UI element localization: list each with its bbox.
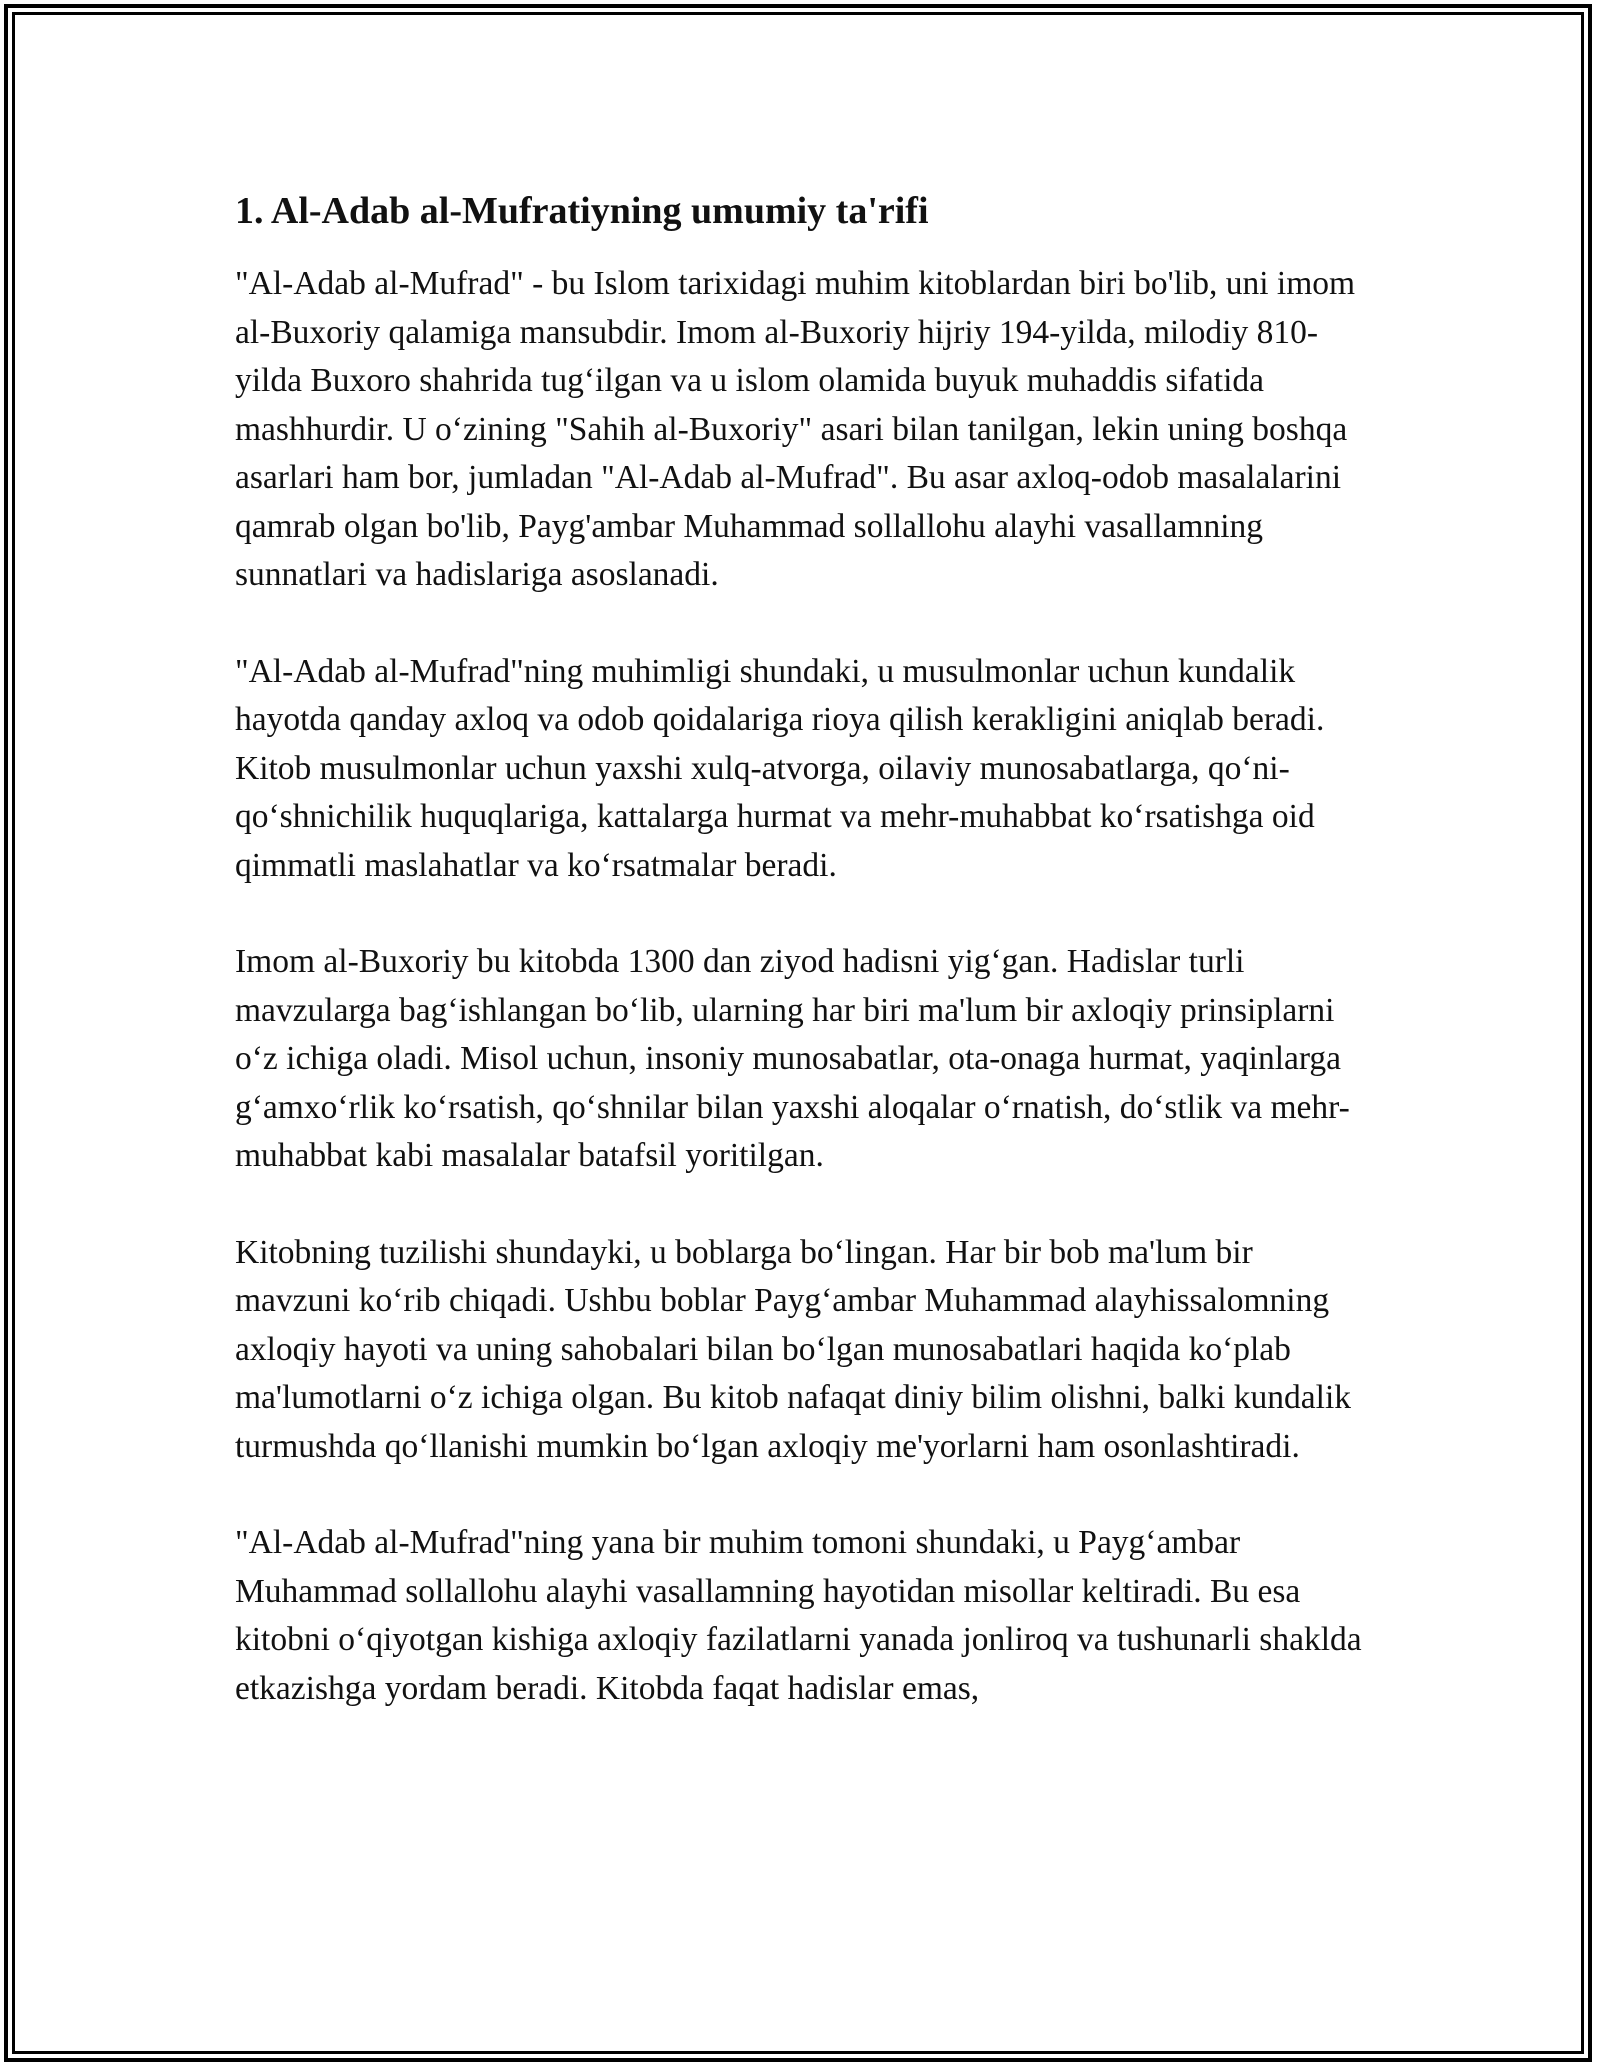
paragraph-4: Kitobning tuzilishi shundayki, u boblarga bo‘lingan. Har bir bob ma'lum bir mavzuni ko‘rib chiqadi. Ushbu boblar Payg‘ambar Muhammad alayhissalomning axloqiy hayoti va uning sahobalari bilan bo‘lgan munosabatlari haqida ko‘plab ma'lumotlarni o‘z ichiga olgan. Bu kitob nafaqat diniy bilim olishni, balki kundalik turmushda qo‘llanishi mumkin bo‘lgan axloqiy me'yorlarni ham osonlashtiradi. (235, 1233, 1352, 1465)
paragraph-1: "Al-Adab al-Mufrad" - bu Islom tarixidagi muhim kitoblardan biri bo'lib, uni imom al-Buxoriy qalamiga mansubdir. Imom al-Buxoriy hijriy 194-yilda, milodiy 810-yilda Buxoro shahrida tug‘ilgan va u islom olamida buyuk muhaddis sifatida mashhurdir. U o‘zining "Sahih al-Buxoriy" asari bilan tanilgan, lekin uning boshqa asarlari ham bor, jumladan "Al-Adab al-Mufrad". Bu asar axloq-odob masalalarini qamrab olgan bo'lib, Payg'ambar Muhammad sollallohu alayhi vasallamning sunnatlari va hadislariga asoslanadi. (235, 265, 1356, 593)
document-body (235, 188, 1375, 1713)
paragraph-2: "Al-Adab al-Mufrad"ning muhimligi shundaki, u musulmonlar uchun kundalik hayotda qanday axloq va odob qoidalariga rioya qilish kerakligini aniqlab beradi. Kitob musulmonlar uchun yaxshi xulq-atvorga, oilaviy munosabatlarga, qo‘ni-qo‘shnichilik huquqlariga, kattalarga hurmat va mehr-muhabbat ko‘rsatishga oid qimmatli maslahatlar va ko‘rsatmalar beradi. (235, 652, 1325, 884)
section-heading: 1. Al-Adab al-Mufratiyning umumiy ta'rifi (235, 190, 929, 232)
paragraph-3: Imom al-Buxoriy bu kitobda 1300 dan ziyod hadisni yig‘gan. Hadislar turli mavzularga bag‘ishlangan bo‘lib, ularning har biri ma'lum bir axloqiy prinsiplarni o‘z ichiga oladi. Misol uchun, insoniy munosabatlar, ota-onaga hurmat, yaqinlarga g‘amxo‘rlik ko‘rsatish, qo‘shnilar bilan yaxshi aloqalar o‘rnatish, do‘stlik va mehr-muhabbat kabi masalalar batafsil yoritilgan. (235, 943, 1350, 1174)
paragraph-5: "Al-Adab al-Mufrad"ning yana bir muhim tomoni shundaki, u Payg‘ambar Muhammad sollallohu alayhi vasallamning hayotidan misollar keltiradi. Bu esa kitobni o‘qiyotgan kishiga axloqiy fazilatlarni yanada jonliroq va tushunarli shakldа etkazishga yordam beradi. Kitobda faqat hadislar emas, (235, 1524, 1362, 1707)
